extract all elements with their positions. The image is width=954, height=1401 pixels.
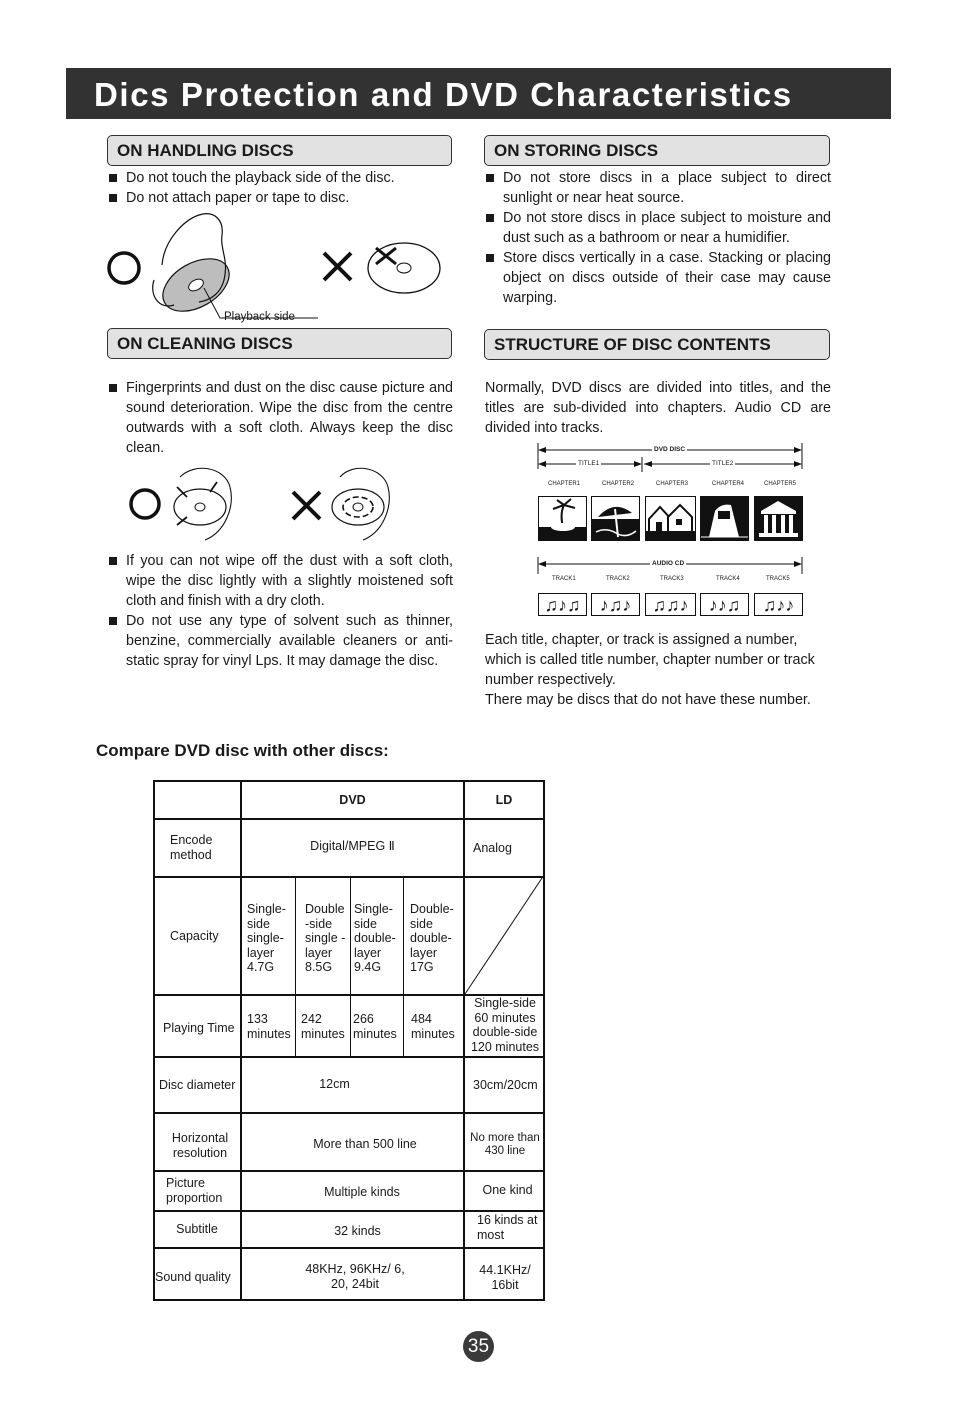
picture-ld: One kind <box>482 1183 533 1197</box>
capacity-cell: Double-side double-layer 17G <box>410 902 454 974</box>
palm-island-icon <box>539 497 586 540</box>
row-label-sound: Sound quality <box>155 1270 231 1284</box>
table-divider <box>155 1056 543 1058</box>
table-divider <box>155 1170 543 1172</box>
storing-heading: ON STORING DISCS <box>484 135 830 166</box>
music-notes-icon: ♫♪♪ <box>754 593 803 616</box>
wipe-circular-icon <box>332 468 389 540</box>
music-notes-icon: ♪♪♫ <box>700 593 749 616</box>
beach-umbrella-icon <box>592 497 639 540</box>
music-notes-icon: ♪♫♪ <box>591 593 640 616</box>
table-divider <box>240 782 242 1299</box>
subtitle-ld: 16 kinds at most <box>477 1213 538 1242</box>
ok-circle-icon <box>131 490 159 518</box>
capacity-cell: Single-side double-layer 9.4G <box>354 902 396 974</box>
empty-cell-diagonal <box>465 878 543 994</box>
hres-dvd: More than 500 line <box>313 1137 417 1151</box>
list-item: Do not use any type of solvent such as thinner, benzine, commercially available cleaners or anti-static spray for vinyl Lps. It may damage the disc. <box>108 611 453 671</box>
row-label-encode: Encode method <box>170 833 213 862</box>
table-divider <box>155 1210 543 1212</box>
capacity-cell: Double -side single -layer 8.5G <box>305 902 346 974</box>
playing-cell: 242 minutes <box>301 1012 345 1041</box>
sound-ld: 44.1KHz/ 16bit <box>479 1263 531 1292</box>
page-number: 35 <box>463 1331 494 1362</box>
structure-outro: Each title, chapter, or track is assigned a number, which is called title number, chapter number or track number respectively. <box>485 632 815 688</box>
row-label-picture: Picture proportion <box>166 1176 223 1205</box>
capacity-cell: Single-side single-layer 4.7G <box>247 902 286 974</box>
playback-side-label: Playback side <box>224 311 295 323</box>
page-title: Dics Protection and DVD Characteristics <box>94 76 793 113</box>
playing-cell: 484 minutes <box>411 1012 455 1041</box>
page-title-bar <box>66 68 891 119</box>
header-dvd: DVD <box>339 793 366 807</box>
audio-cd-label: AUDIO CD <box>652 560 685 567</box>
cleaning-list-top <box>108 378 453 458</box>
row-label-capacity: Capacity <box>170 929 219 943</box>
handling-list <box>108 168 453 208</box>
chapter-label: CHAPTER4 <box>712 481 745 487</box>
chapter-label: CHAPTER3 <box>656 481 689 487</box>
playing-ld: Single-side 60 minutes double-side 120 minutes <box>470 996 540 1054</box>
chapter-thumbnail <box>591 496 640 541</box>
table-divider <box>463 782 465 1299</box>
table-divider <box>350 876 351 1058</box>
playing-cell: 133 minutes <box>247 1012 291 1041</box>
dvd-structure-diagram <box>536 442 804 542</box>
cleaning-illustration <box>125 462 405 547</box>
table-divider <box>403 876 404 1058</box>
cleaning-list-bottom <box>108 551 453 671</box>
wrong-cross-icon <box>293 492 320 519</box>
subtitle-dvd: 32 kinds <box>334 1224 381 1238</box>
picture-dvd: Multiple kinds <box>324 1185 400 1199</box>
track-label: TRACK1 <box>552 576 576 582</box>
sound-dvd: 48KHz, 96KHz/ 6, 20, 24bit <box>305 1262 405 1291</box>
list-item: Do not store discs in place subject to moisture and dust such as a bathroom or near a humidifier. <box>485 208 831 248</box>
row-label-hres: Horizontal resolution <box>171 1131 229 1160</box>
list-item: If you can not wipe off the dust with a soft cloth, wipe the disc lightly with a slightly moistened soft cloth and finish with a dry cloth. <box>108 551 453 611</box>
row-label-subtitle: Subtitle <box>176 1222 218 1236</box>
diameter-dvd: 12cm <box>319 1077 350 1091</box>
track-label: TRACK4 <box>716 576 740 582</box>
title-label: TITLE2 <box>712 460 734 467</box>
chapter-thumbnail <box>754 496 803 541</box>
table-divider <box>155 818 543 820</box>
list-item: Do not touch the playback side of the disc. <box>108 168 453 188</box>
encode-ld: Analog <box>473 841 512 855</box>
disc-with-tape-icon <box>368 243 440 293</box>
track-label: TRACK3 <box>660 576 684 582</box>
chapter-label: CHAPTER1 <box>548 481 581 487</box>
cd-structure-diagram <box>536 556 804 618</box>
temple-icon <box>755 497 802 540</box>
row-label-diameter: Disc diameter <box>159 1078 236 1092</box>
chapter-thumbnail <box>645 496 696 541</box>
list-item: Fingerprints and dust on the disc cause picture and sound deterioration. Wipe the disc from the centre outwards with a soft cloth. Always keep the disc clean. <box>108 378 453 458</box>
encode-dvd: Digital/MPEG Ⅱ <box>310 839 395 853</box>
track-label: TRACK2 <box>606 576 630 582</box>
table-divider <box>155 1247 543 1249</box>
list-item: Store discs vertically in a case. Stacking or placing object on discs outside of their case may cause warping. <box>485 248 831 308</box>
handling-heading: ON HANDLING DISCS <box>107 135 452 166</box>
chapter-label: CHAPTER5 <box>764 481 797 487</box>
storing-list <box>485 168 831 308</box>
structure-intro: Normally, DVD discs are divided into titles, and the titles are sub-divided into chapters. Audio CD are divided into tracks. <box>485 380 831 436</box>
compare-title: Compare DVD disc with other discs: <box>96 741 389 760</box>
playing-cell: 266 minutes <box>353 1012 397 1041</box>
music-notes-icon: ♫♪♫ <box>538 593 587 616</box>
chapter-label: CHAPTER2 <box>602 481 635 487</box>
wrong-cross-icon <box>324 253 351 280</box>
hres-ld: No more than 430 line <box>470 1132 540 1157</box>
chapter-thumbnail <box>700 496 749 541</box>
wipe-outward-icon <box>174 468 231 540</box>
diameter-ld: 30cm/20cm <box>473 1078 538 1092</box>
chapter-thumbnail <box>538 496 587 541</box>
ok-circle-icon <box>109 253 139 283</box>
table-divider <box>295 876 296 1058</box>
list-item: Do not store discs in a place subject to direct sunlight or near heat source. <box>485 168 831 208</box>
structure-heading: STRUCTURE OF DISC CONTENTS <box>484 329 830 360</box>
comparison-table <box>153 780 545 1301</box>
row-label-playing-time: Playing Time <box>163 1021 235 1035</box>
structure-note: There may be discs that do not have these number. <box>485 692 811 708</box>
cleaning-heading: ON CLEANING DISCS <box>107 328 452 359</box>
music-notes-icon: ♫♫♪ <box>645 593 696 616</box>
track-label: TRACK5 <box>766 576 790 582</box>
train-icon <box>701 497 748 540</box>
dvd-disc-label: DVD DISC <box>654 446 686 453</box>
title-label: TITLE1 <box>578 460 600 467</box>
houses-icon <box>646 497 695 540</box>
header-ld: LD <box>495 793 513 807</box>
list-item: Do not attach paper or tape to disc. <box>108 188 453 208</box>
hand-holding-disc-icon <box>153 214 318 322</box>
table-divider <box>155 1112 543 1114</box>
